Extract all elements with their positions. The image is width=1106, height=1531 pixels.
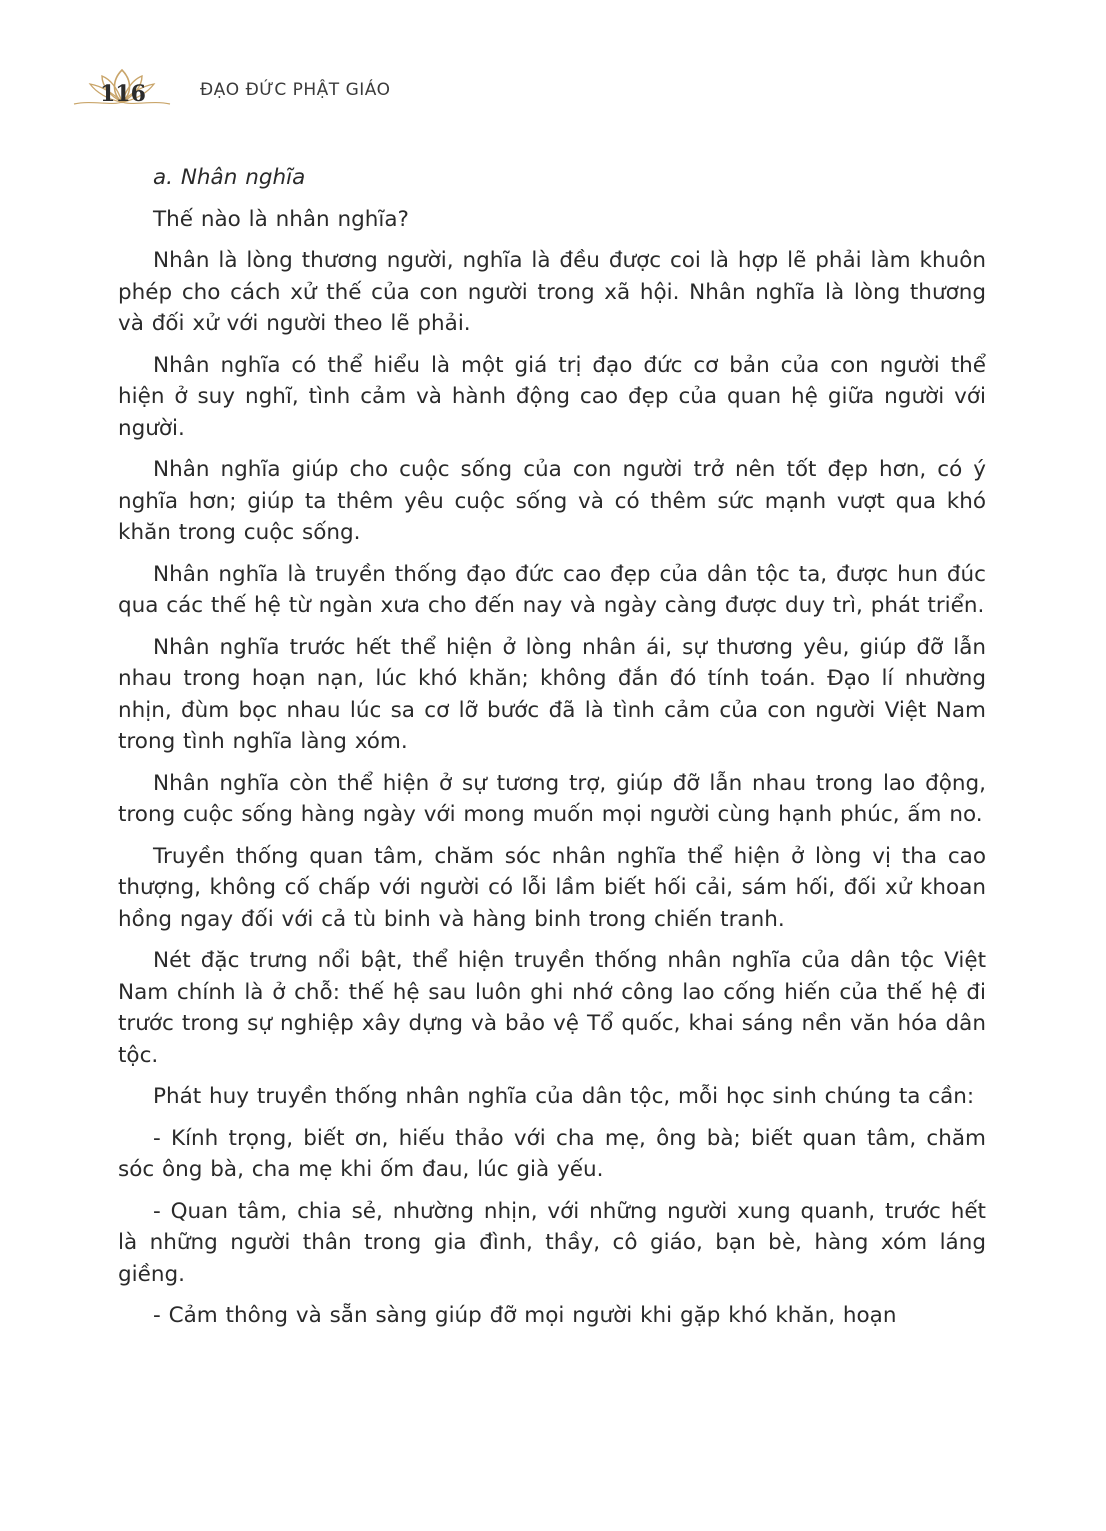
paragraph: Truyền thống quan tâm, chăm sóc nhân nghĩa thể hiện ở lòng vị tha cao thượng, không cố chấp với người có lỗi lầm biết hối cải, sám hối, đối xử khoan hồng ngay đối với cả tù binh và hàng binh trong chiến tranh.: [118, 843, 986, 932]
paragraph: Nhân nghĩa có thể hiểu là một giá trị đạo đức cơ bản của con người thể hiện ở suy nghĩ, tình cảm và hành động cao đẹp của quan hệ giữa người với người.: [118, 352, 986, 441]
page-body: [118, 162, 986, 1332]
page-header: [72, 66, 492, 116]
running-title: ĐẠO ĐỨC PHẬT GIÁO: [200, 80, 391, 100]
paragraph: Nhân nghĩa là truyền thống đạo đức cao đẹp của dân tộc ta, được hun đúc qua các thế hệ từ ngàn xưa cho đến nay và ngày càng được duy trì, phát triển.: [118, 561, 986, 618]
paragraph: Phát huy truyền thống nhân nghĩa của dân tộc, mỗi học sinh chúng ta cần:: [153, 1084, 975, 1109]
paragraph: Nhân nghĩa còn thể hiện ở sự tương trợ, giúp đỡ lẫn nhau trong lao động, trong cuộc sống hàng ngày với mong muốn mọi người cùng hạnh phúc, ấm no.: [118, 770, 986, 827]
paragraph: Nhân nghĩa giúp cho cuộc sống của con người trở nên tốt đẹp hơn, có ý nghĩa hơn; giúp ta thêm yêu cuộc sống và có thêm sức mạnh vượt qua khó khăn trong cuộc sống.: [118, 457, 986, 545]
bullet-item: - Quan tâm, chia sẻ, nhường nhịn, với những người xung quanh, trước hết là những người thân trong gia đình, thầy, cô giáo, bạn bè, hàng xóm láng giềng.: [118, 1198, 986, 1287]
paragraph: Nhân nghĩa trước hết thể hiện ở lòng nhân ái, sự thương yêu, giúp đỡ lẫn nhau trong hoạn nạn, lúc khó khăn; không đắn đó tính toán. Đạo lí nhường nhịn, đùm bọc nhau lúc sa cơ lỡ bước đã là tình cảm của con người Việt Nam trong tình nghĩa làng xóm.: [118, 634, 986, 754]
bullet-item: - Cảm thông và sẵn sàng giúp đỡ mọi người khi gặp khó khăn, hoạn: [153, 1303, 897, 1328]
paragraph: Nét đặc trưng nổi bật, thể hiện truyền thống nhân nghĩa của dân tộc Việt Nam chính là ở chỗ: thế hệ sau luôn ghi nhớ công lao cống hiến của thế hệ đi trước trong sự nghiệp xây dựng và bảo vệ Tổ quốc, khai sáng nền văn hóa dân tộc.: [118, 948, 986, 1068]
bullet-item: - Kính trọng, biết ơn, hiếu thảo với cha mẹ, ông bà; biết quan tâm, chăm sóc ông bà, cha mẹ khi ốm đau, lúc già yếu.: [118, 1125, 986, 1182]
section-heading: a. Nhân nghĩa: [153, 165, 306, 190]
page-number: 116: [100, 81, 146, 107]
question-line: Thế nào là nhân nghĩa?: [153, 206, 409, 232]
paragraph: Nhân là lòng thương người, nghĩa là đều được coi là hợp lẽ phải làm khuôn phép cho cách xử thế của con người trong xã hội. Nhân nghĩa là lòng thương và đối xử với người theo lẽ phải.: [118, 248, 986, 336]
